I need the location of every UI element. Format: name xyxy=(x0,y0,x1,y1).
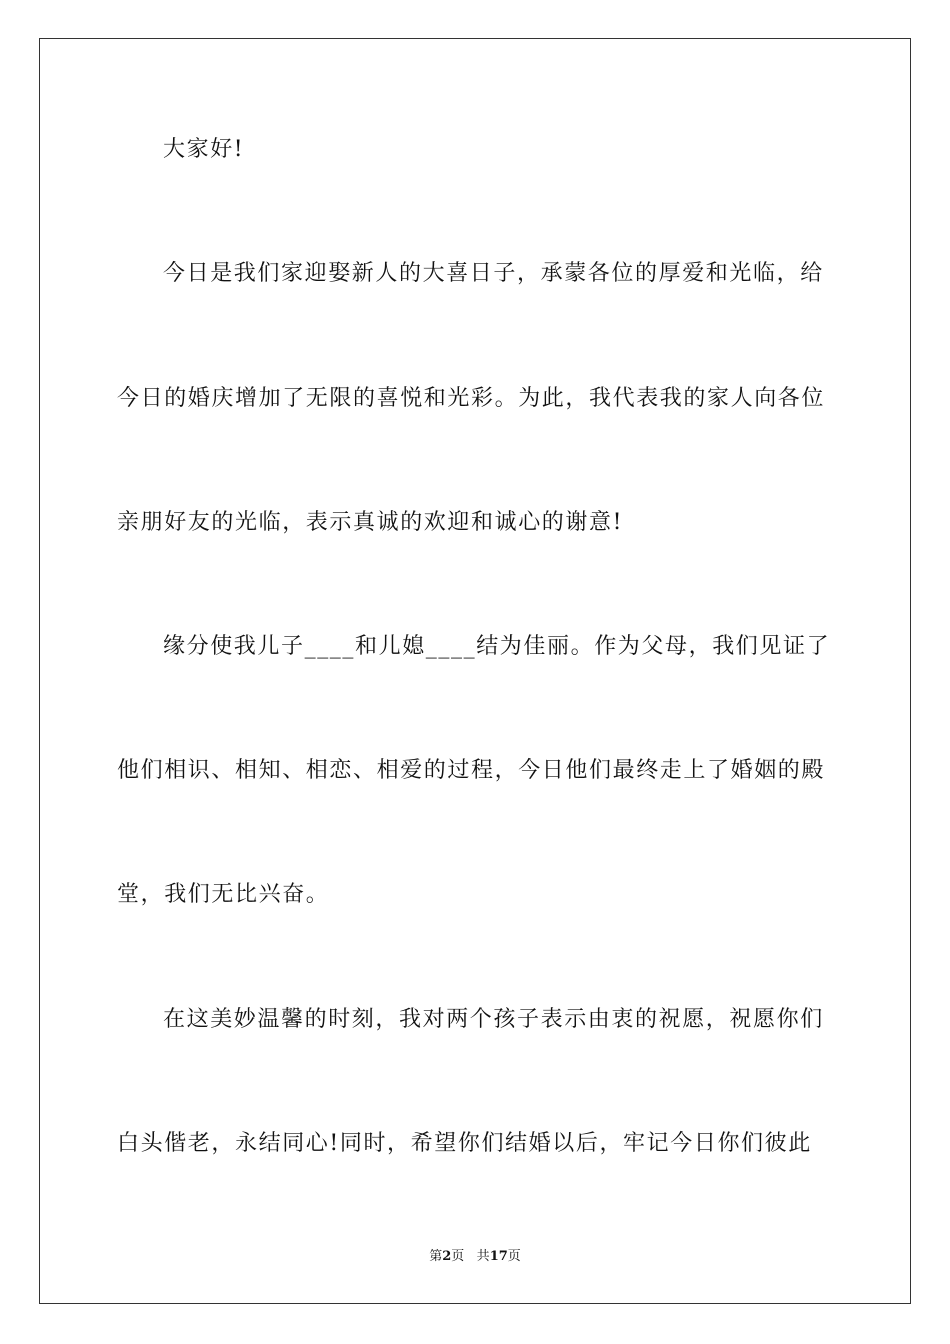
paragraph-3-line-1: 在这美妙温馨的时刻，我对两个孩子表示由衷的祝愿，祝愿你们 xyxy=(163,1007,824,1032)
page-prefix: 第 xyxy=(429,1249,443,1264)
paragraph-2-line-1: 缘分使我儿子____和儿媳____结为佳丽。作为父母，我们见证了 xyxy=(163,634,831,659)
page-footer xyxy=(0,1248,950,1266)
paragraph-2-line-3: 堂，我们无比兴奋。 xyxy=(117,882,330,907)
paragraph-1-line-2: 今日的婚庆增加了无限的喜悦和光彩。为此，我代表我的家人向各位 xyxy=(117,386,826,411)
page-border xyxy=(39,38,911,1304)
paragraph-3-line-2: 白头偕老，永结同心!同时，希望你们结婚以后，牢记今日你们彼此 xyxy=(117,1131,812,1156)
total-suffix: 页 xyxy=(507,1249,521,1264)
greeting-line: 大家好! xyxy=(163,137,245,162)
total-prefix: 共 xyxy=(476,1249,490,1264)
paragraph-1-line-1: 今日是我们家迎娶新人的大喜日子，承蒙各位的厚爱和光临，给 xyxy=(163,261,824,286)
page-number: 2 xyxy=(442,1249,452,1264)
paragraph-1-line-3: 亲朋好友的光临，表示真诚的欢迎和诚心的谢意! xyxy=(117,510,624,535)
paragraph-2-line-2: 他们相识、相知、相恋、相爱的过程，今日他们最终走上了婚姻的殿 xyxy=(117,758,826,783)
total-pages: 17 xyxy=(489,1249,508,1264)
page-suffix: 页 xyxy=(451,1249,465,1264)
